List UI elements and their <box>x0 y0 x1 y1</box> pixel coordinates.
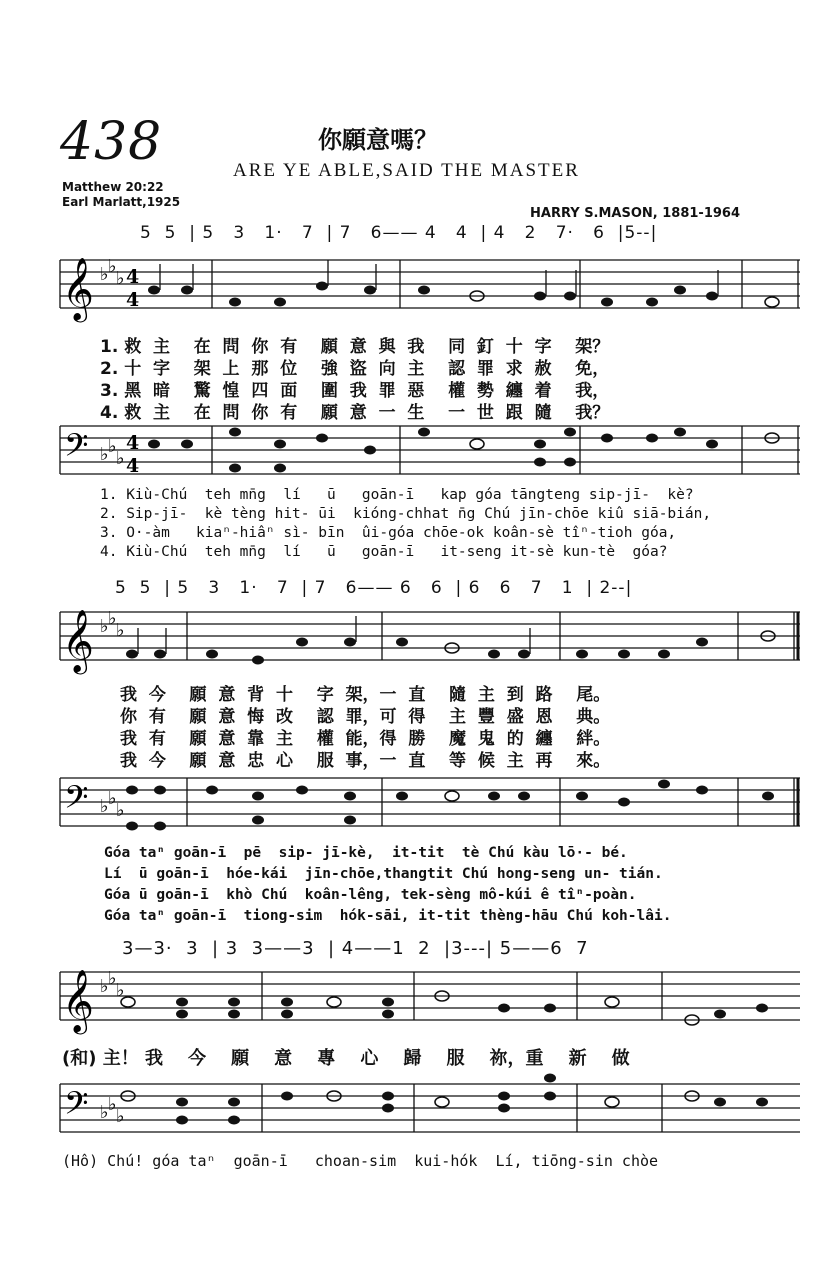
svg-text:♭: ♭ <box>100 616 109 637</box>
title-english: ARE YE ABLE,SAID THE MASTER <box>233 160 580 181</box>
lyricist-credit: Earl Marlatt,1925 <box>62 195 181 209</box>
svg-text:𝄞: 𝄞 <box>62 969 94 1032</box>
romanized-verse-1-1: 1. Kiù-Chú teh mn̄g lí ū goān-ī kap góa tāngteng sip-jī- kè? <box>100 487 694 503</box>
hymn-number: 438 <box>60 112 163 172</box>
treble-staff-3 <box>52 962 800 1038</box>
romanized-verse-1-2: 2. Sip-jī- kè tèng hit- ūi kióng-chhat n̄g Chú jīn-chōe kiû siā-bián, <box>100 506 712 522</box>
svg-text:4: 4 <box>126 432 140 454</box>
chinese-verse-2-1: 我 今 願 意 背 十 字 架，一 直 隨 主 到 路 尾。 <box>120 685 611 705</box>
treble-staff-1 <box>52 250 800 330</box>
chinese-verse-2-2: 你 有 願 意 悔 改 認 罪，可 得 主 豐 盛 恩 典。 <box>120 707 611 727</box>
jianpu-line-2: 5 5 | 5 3 1· 7 | 7 6—— 6 6 | 6 6 7 1 | 2--| <box>115 578 633 598</box>
svg-text:4: 4 <box>126 266 140 288</box>
svg-text:𝄢: 𝄢 <box>64 427 89 471</box>
romanized-verse-1-4: 4. Kiù-Chú teh mn̄g lí ū goān-ī it-seng it-sè kun-tè góa? <box>100 544 668 560</box>
svg-text:4: 4 <box>126 455 140 477</box>
svg-text:♭: ♭ <box>116 620 125 641</box>
svg-text:♭: ♭ <box>100 976 109 997</box>
chinese-verse-1-3: 3. 黑 暗 驚 惶 四 面 圍 我 罪 惡 權 勢 纏 着 我， <box>100 381 610 401</box>
svg-text:♭: ♭ <box>116 1106 125 1127</box>
chorus-romanized: (Hô) Chú! góa taⁿ goān-ī choan-sim kui-hók Lí, tiōng-sin chòe <box>62 1152 659 1170</box>
jianpu-line-3: 3—3· 3 | 3 3——3 | 4——1 2 |3---| 5——6 7 <box>122 938 589 959</box>
romanized-verse-2-1: Góa taⁿ goān-ī pē sip- jī-kè, it-tit tè Chú kàu lō·- bé. <box>104 845 628 861</box>
chinese-verse-1-4: 4. 救 主 在 問 你 有 願 意 一 生 一 世 跟 隨 我？ <box>100 403 610 423</box>
bass-staff-2 <box>52 772 800 842</box>
bass-staff-3 <box>52 1074 800 1146</box>
svg-text:♭: ♭ <box>116 980 125 1001</box>
svg-text:♭: ♭ <box>108 1094 117 1115</box>
svg-text:4: 4 <box>126 289 140 311</box>
chorus-chinese: (和) 主！ 我 今 願 意 專 心 歸 服 祢，重 新 做 <box>62 1048 630 1069</box>
romanized-verse-2-2: Lí ū goān-ī hóe-kái jīn-chōe,thangtit Chú hong-seng un- tián. <box>104 866 663 882</box>
svg-text:♭: ♭ <box>108 608 117 629</box>
chinese-verse-2-4: 我 今 願 意 忠 心 服 事，一 直 等 候 主 再 來。 <box>120 751 611 771</box>
jianpu-line-1: 5 5 | 5 3 1· 7 | 7 6—— 4 4 | 4 2 7· 6 |5--| <box>140 223 658 243</box>
svg-text:♭: ♭ <box>116 448 125 469</box>
svg-text:♭: ♭ <box>100 1102 109 1123</box>
chinese-verse-1-1: 1. 救 主 在 問 你 有 願 意 與 我 同 釘 十 字 架？ <box>100 337 610 357</box>
chinese-verse-1-2: 2. 十 字 架 上 那 位 強 盜 向 主 認 罪 求 赦 免， <box>100 359 610 379</box>
title-chinese: 你願意嗎？ <box>318 125 438 154</box>
svg-text:♭: ♭ <box>108 436 117 457</box>
svg-text:♭: ♭ <box>108 256 117 277</box>
romanized-verse-2-4: Góa taⁿ goān-ī tiong-sim hók-sāi, it-tit thèng-hāu Chú koh-lâi. <box>104 908 672 924</box>
svg-text:♭: ♭ <box>100 796 109 817</box>
svg-text:𝄢: 𝄢 <box>64 779 89 823</box>
treble-staff-2 <box>52 602 800 680</box>
svg-text:♭: ♭ <box>116 800 125 821</box>
svg-text:♭: ♭ <box>116 268 125 289</box>
bass-staff-1 <box>52 420 800 488</box>
romanized-verse-2-3: Góa ū goān-ī khò Chú koân-lêng, tek-sèng mô-kúi ê tîⁿ-poàn. <box>104 887 637 903</box>
composer-credit: HARRY S.MASON, 1881-1964 <box>530 206 741 221</box>
svg-text:♭: ♭ <box>108 788 117 809</box>
svg-text:♭: ♭ <box>108 968 117 989</box>
romanized-verse-1-3: 3. O·-àm kiaⁿ-hiâⁿ sì- bīn ûi-góa chōe-ok koân-sè tîⁿ-tioh góa, <box>100 525 677 541</box>
chinese-verse-2-3: 我 有 願 意 靠 主 權 能，得 勝 魔 鬼 的 纏 絆。 <box>120 729 611 749</box>
svg-text:𝄞: 𝄞 <box>62 257 94 320</box>
svg-text:𝄞: 𝄞 <box>62 609 94 672</box>
svg-text:𝄢: 𝄢 <box>64 1085 89 1129</box>
svg-text:♭: ♭ <box>100 264 109 285</box>
svg-text:♭: ♭ <box>100 444 109 465</box>
scripture-reference: Matthew 20:22 <box>62 180 164 194</box>
